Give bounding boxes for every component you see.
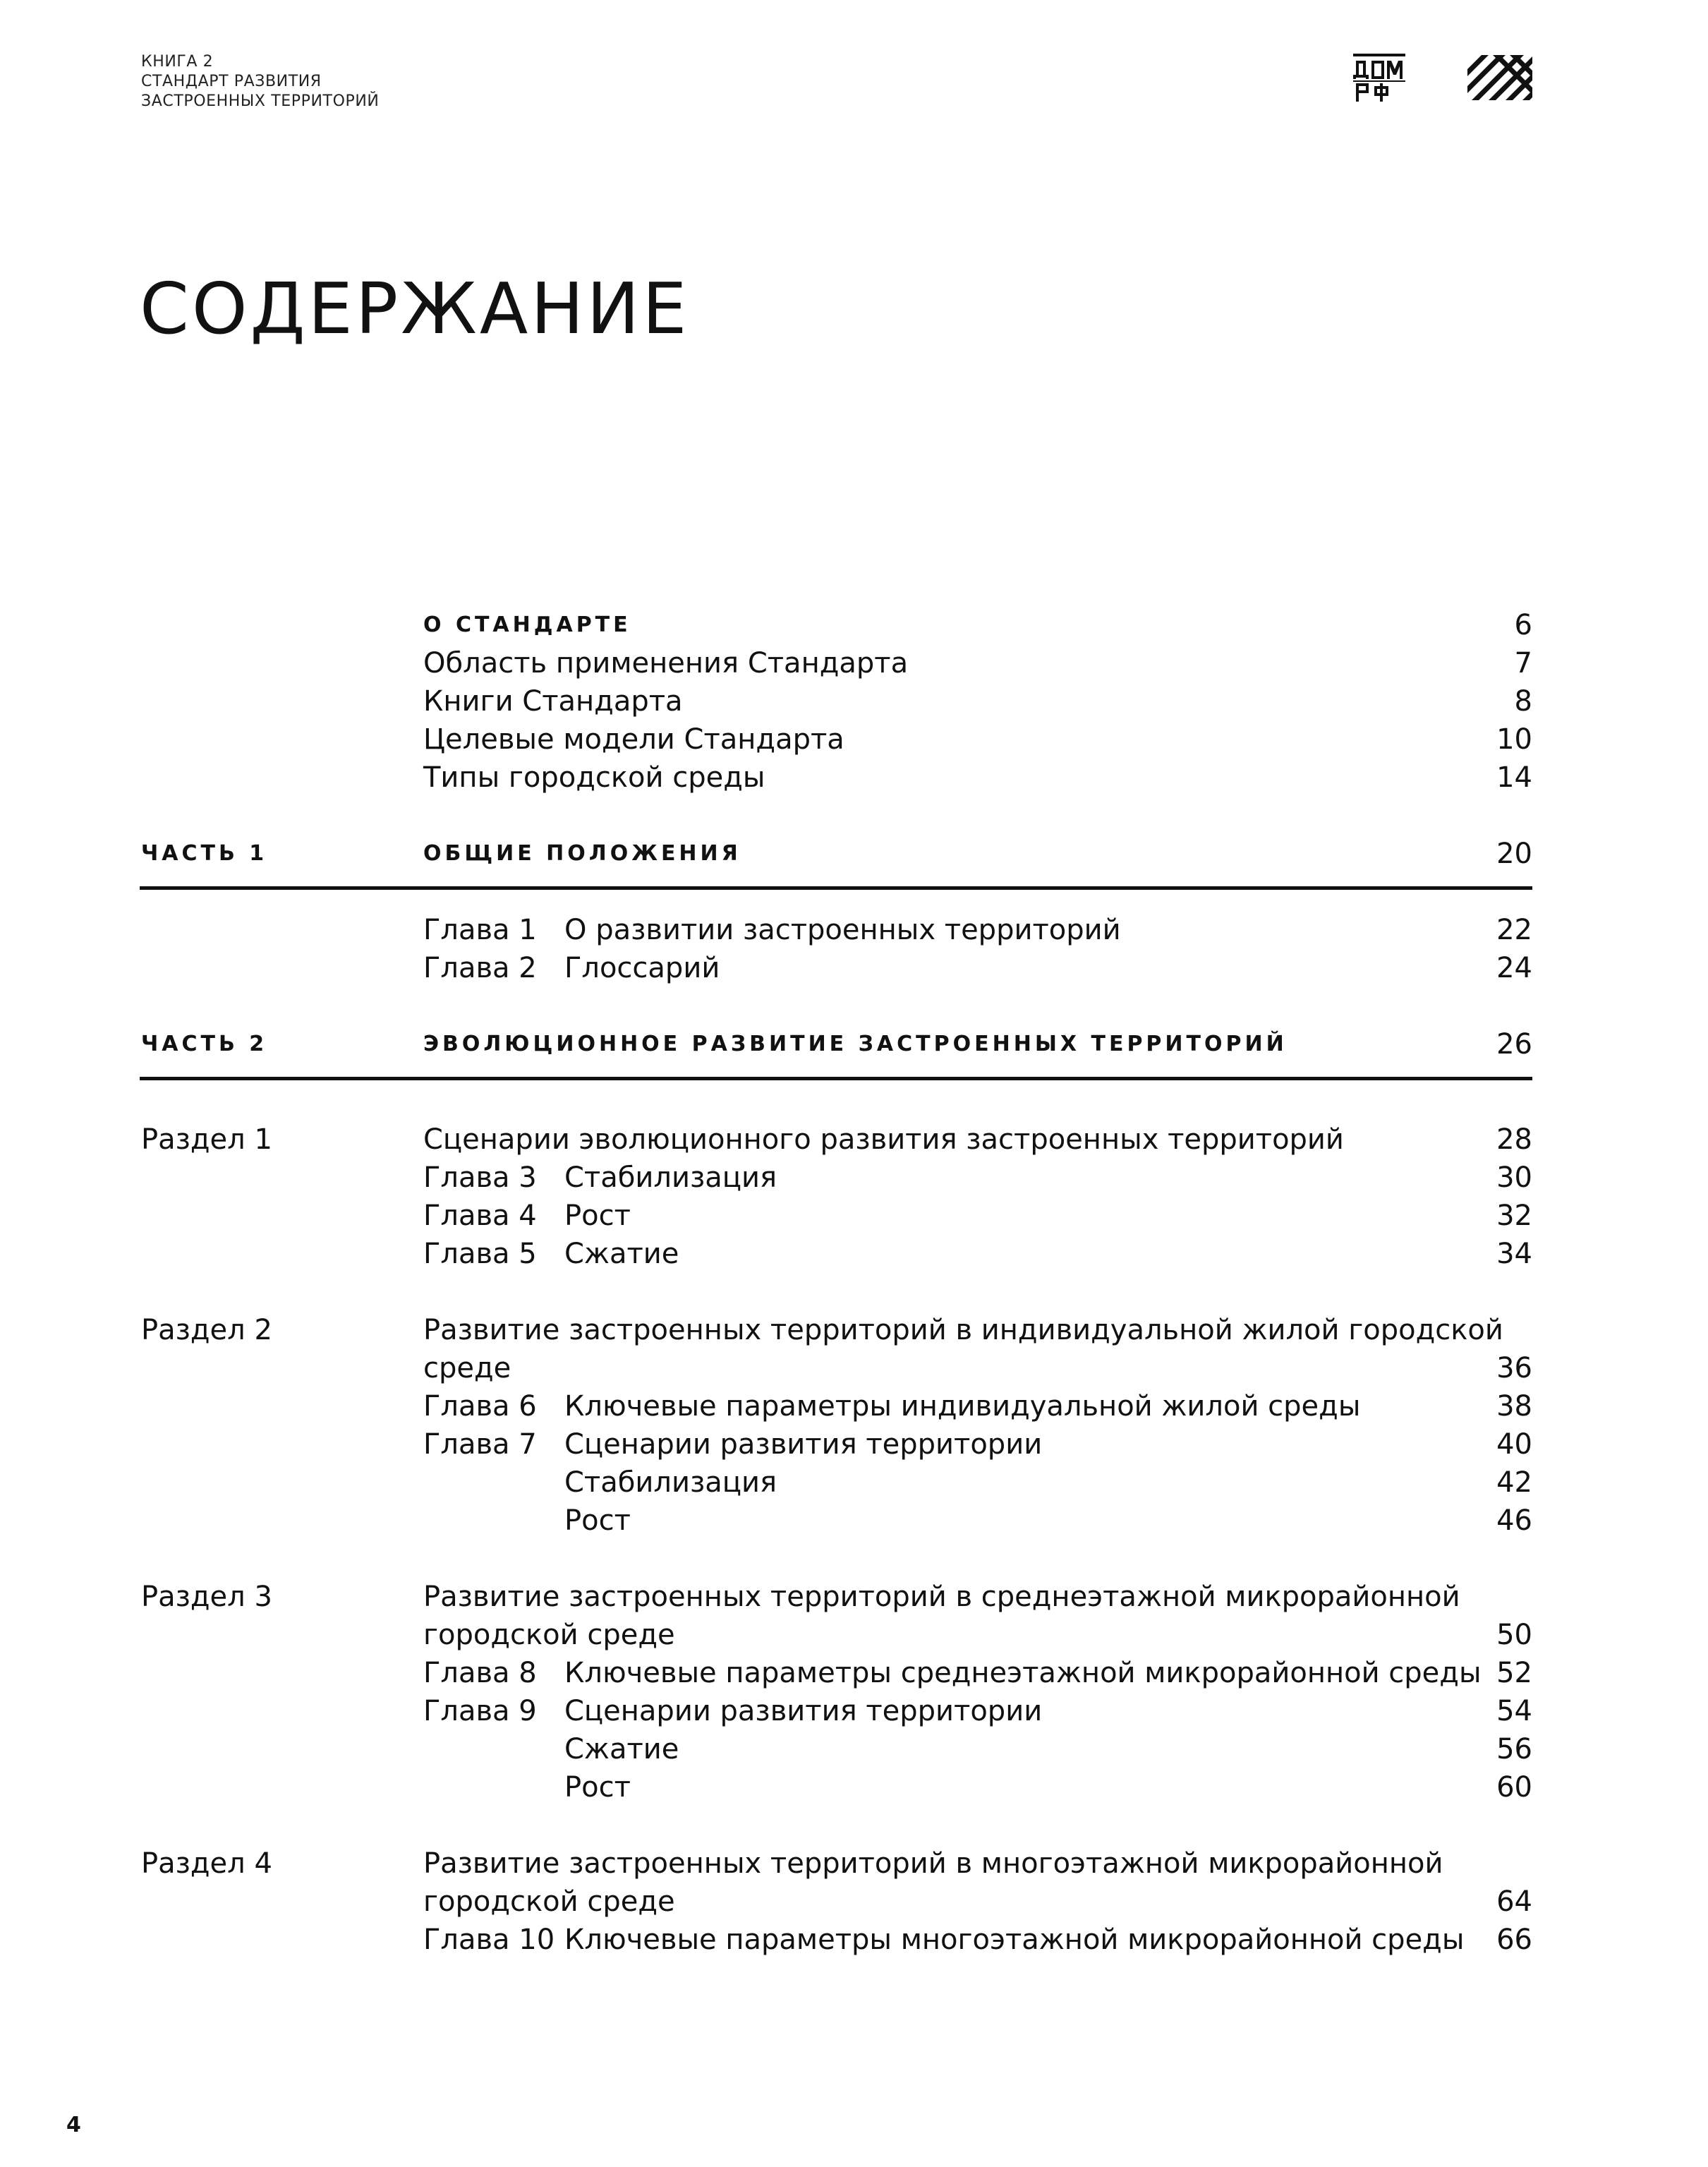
toc-page-number: 36 [1496,1352,1532,1384]
toc-row[interactable] [0,720,1708,759]
toc-row[interactable] [0,1159,1708,1197]
toc-page-number: 28 [1496,1123,1532,1156]
toc-entry-title: ЭВОЛЮЦИОННОЕ РАЗВИТИЕ ЗАСТРОЕННЫХ ТЕРРИТОРИЙ [423,1032,1288,1056]
toc-entry-title: Ключевые параметры многоэтажной микрорайонной среды [564,1924,1465,1956]
toc-page-number: 38 [1496,1390,1532,1423]
dom-rf-logo-icon [1353,54,1405,102]
toc-row-continuation[interactable] [0,1349,1708,1387]
toc-row-section-4[interactable] [0,1845,1708,1883]
toc-entry-title: Рост [564,1200,631,1232]
toc-row[interactable] [0,949,1708,987]
toc-row[interactable] [0,1463,1708,1502]
page-number: 4 [66,2113,81,2137]
toc-entry-title: Сценарии эволюционного развития застроенных территорий [423,1123,1344,1156]
brand-stripes-logo-icon [1467,55,1532,100]
toc-page-number: 42 [1496,1466,1532,1499]
toc-entry-title: О развитии застроенных территорий [564,914,1121,946]
toc-row[interactable] [0,1235,1708,1273]
toc-page-number: 8 [1514,685,1532,718]
toc-page-number: 60 [1496,1771,1532,1804]
toc-row[interactable] [0,1425,1708,1463]
toc-row[interactable] [0,1692,1708,1730]
toc-section-label: Раздел 2 [141,1314,272,1346]
header-line: КНИГА 2 [141,53,214,71]
toc-part-label: ЧАСТЬ 1 [141,841,268,866]
toc-chapter-label: Глава 4 [423,1200,537,1232]
toc-entry-title: Стабилизация [564,1161,777,1194]
section-divider [140,1077,1532,1080]
toc-page-number: 24 [1496,952,1532,984]
toc-page-number: 54 [1496,1695,1532,1727]
toc-page-number: 20 [1496,838,1532,870]
toc-row[interactable] [0,644,1708,682]
toc-entry-title: Целевые модели Стандарта [423,723,844,756]
toc-row[interactable] [0,1921,1708,1959]
toc-section-label: Раздел 3 [141,1581,272,1613]
toc-page-number: 56 [1496,1733,1532,1765]
toc-page-number: 64 [1496,1885,1532,1918]
header-line: СТАНДАРТ РАЗВИТИЯ [141,73,322,90]
toc-row-section-3[interactable] [0,1578,1708,1616]
toc-entry-title: Ключевые параметры индивидуальной жилой среды [564,1390,1361,1423]
toc-row[interactable] [0,682,1708,720]
toc-row-continuation[interactable] [0,1616,1708,1654]
toc-chapter-label: Глава 10 [423,1924,555,1956]
toc-section-label: Раздел 4 [141,1847,272,1880]
toc-entry-title: Область применения Стандарта [423,647,909,680]
toc-page-number: 52 [1496,1657,1532,1689]
toc-entry-title: Сжатие [564,1238,679,1270]
toc-entry-title: Ключевые параметры среднеэтажной микрорайонной среды [564,1657,1482,1689]
toc-entry-title: городской среде [423,1885,675,1918]
section-divider [140,886,1532,890]
toc-page-number: 6 [1514,609,1532,641]
toc-row[interactable] [0,1387,1708,1425]
toc-entry-title: Типы городской среды [423,761,765,794]
toc-page-number: 14 [1496,761,1532,794]
toc-entry-title: Глоссарий [564,952,720,984]
toc-row-part-1[interactable] [0,835,1708,873]
toc-page-number: 22 [1496,914,1532,946]
page-title: СОДЕРЖАНИЕ [140,267,690,350]
toc-part-label: ЧАСТЬ 2 [141,1032,268,1056]
toc-row[interactable] [0,1730,1708,1768]
toc-page-number: 40 [1496,1428,1532,1461]
toc-row[interactable] [0,911,1708,949]
toc-chapter-label: Глава 5 [423,1238,537,1270]
toc-row[interactable] [0,1197,1708,1235]
toc-row-section-2[interactable] [0,1311,1708,1349]
toc-entry-title: Сценарии развития территории [564,1428,1043,1461]
toc-row-part-2[interactable] [0,1025,1708,1063]
toc-row-o-standarte[interactable] [0,606,1708,644]
toc-page-number: 50 [1496,1619,1532,1651]
toc-page-number: 66 [1496,1924,1532,1956]
toc-chapter-label: Глава 9 [423,1695,537,1727]
toc-page-number: 30 [1496,1161,1532,1194]
toc-entry-title: Сценарии развития территории [564,1695,1043,1727]
toc-page-number: 7 [1514,647,1532,680]
toc-section-label: Раздел 1 [141,1123,272,1156]
toc-entry-title: Стабилизация [564,1466,777,1499]
toc-entry-title: Развитие застроенных территорий в среднеэтажной микрорайонной [423,1581,1460,1613]
toc-page-number: 34 [1496,1238,1532,1270]
toc-page-number: 32 [1496,1200,1532,1232]
toc-chapter-label: Глава 1 [423,914,537,946]
toc-row[interactable] [0,1654,1708,1692]
book-header [141,52,379,111]
toc-chapter-label: Глава 6 [423,1390,537,1423]
toc-entry-title: Сжатие [564,1733,679,1765]
toc-chapter-label: Глава 7 [423,1428,537,1461]
toc-entry-title: Развитие застроенных территорий в многоэтажной микрорайонной [423,1847,1443,1880]
toc-entry-title: Развитие застроенных территорий в индивидуальной жилой городской [423,1314,1503,1346]
toc-entry-title: ОБЩИЕ ПОЛОЖЕНИЯ [423,841,741,866]
header-line: ЗАСТРОЕННЫХ ТЕРРИТОРИЙ [141,92,380,110]
toc-page-number: 26 [1496,1028,1532,1061]
toc-row-continuation[interactable] [0,1883,1708,1921]
toc-chapter-label: Глава 2 [423,952,537,984]
toc-entry-title: городской среде [423,1619,675,1651]
toc-page-number: 10 [1496,723,1532,756]
toc-entry-title: среде [423,1352,511,1384]
toc-chapter-label: Глава 8 [423,1657,537,1689]
toc-entry-title: Рост [564,1771,631,1804]
toc-row[interactable] [0,759,1708,797]
toc-row-section-1[interactable] [0,1121,1708,1159]
toc-entry-title: Книги Стандарта [423,685,683,718]
toc-row[interactable] [0,1768,1708,1806]
toc-entry-title: Рост [564,1504,631,1537]
toc-row[interactable] [0,1502,1708,1540]
toc-chapter-label: Глава 3 [423,1161,537,1194]
toc-page-number: 46 [1496,1504,1532,1537]
toc-entry-title: О СТАНДАРТЕ [423,612,631,637]
